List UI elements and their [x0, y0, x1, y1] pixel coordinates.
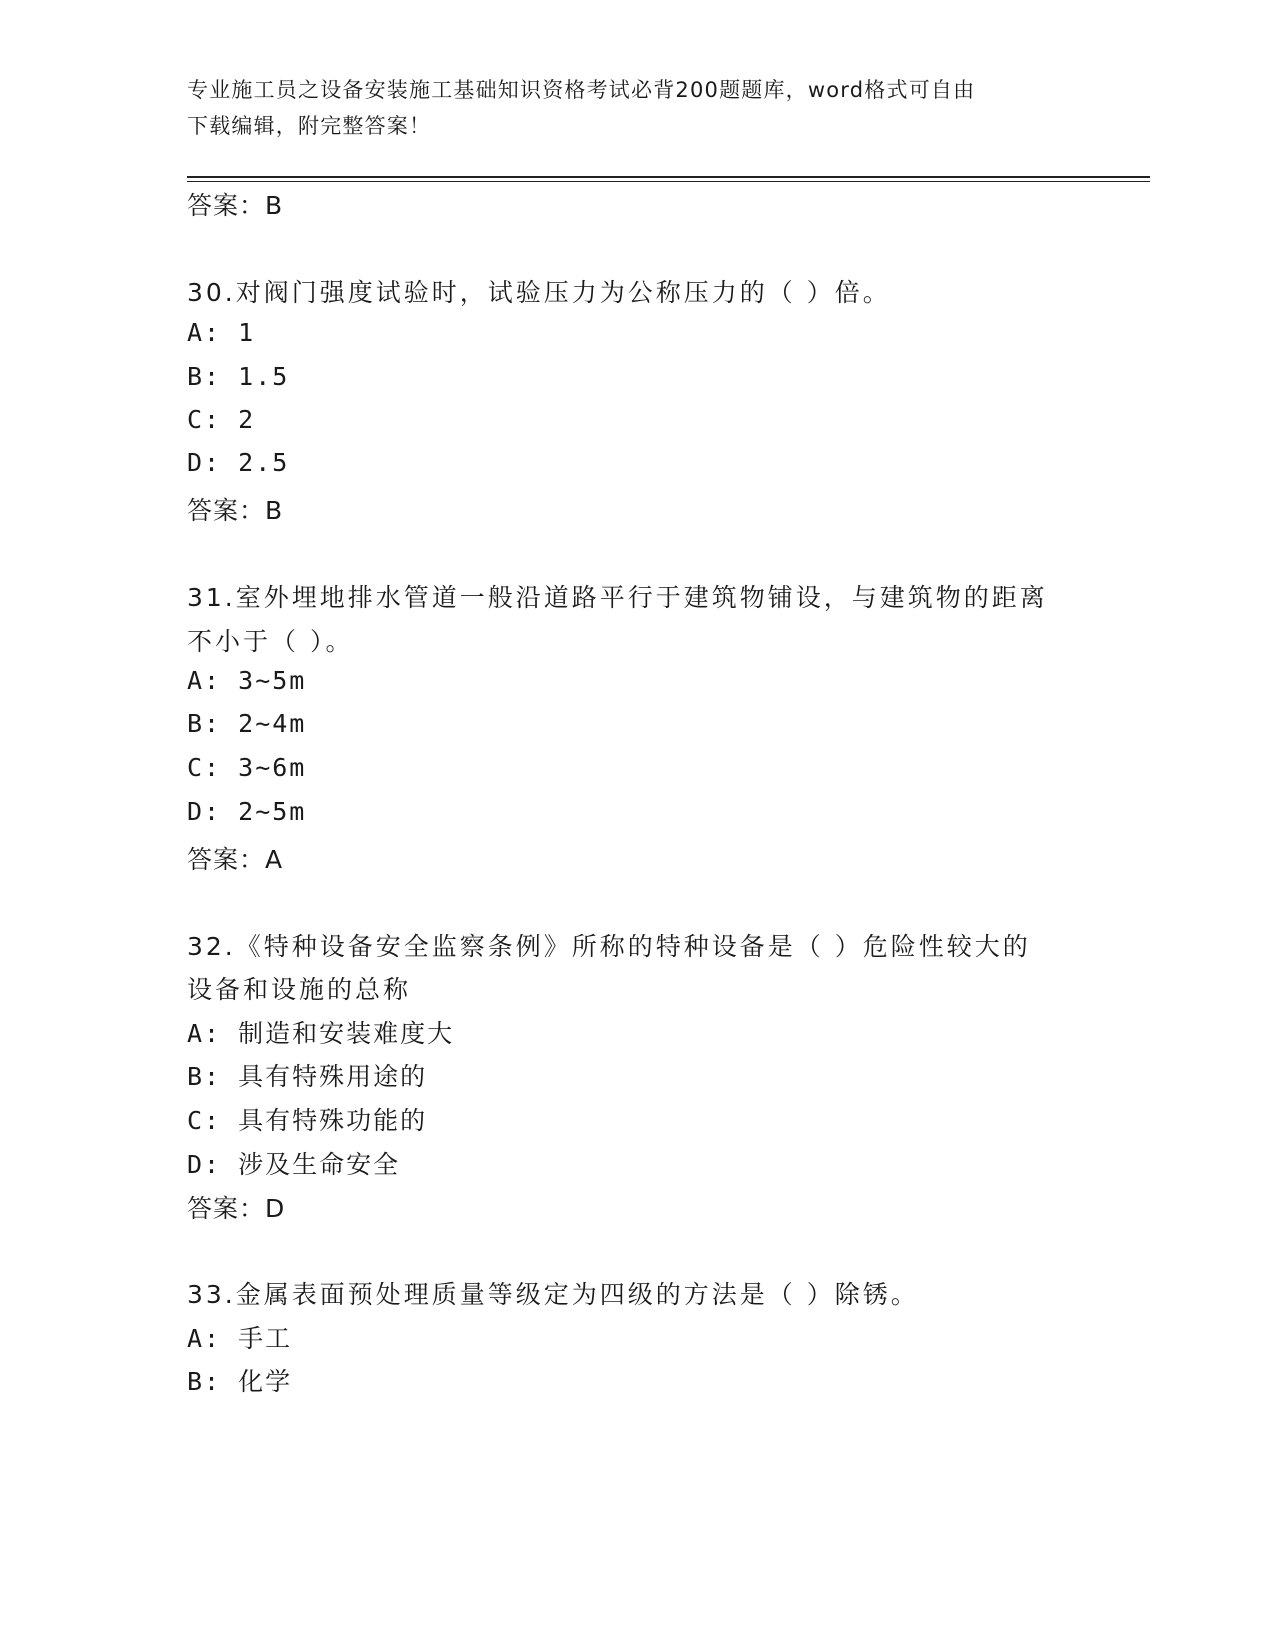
header-line-2: 下载编辑，附完整答案！ — [187, 114, 432, 138]
question-32-option-a: A: 制造和安装难度大 — [187, 1019, 455, 1048]
question-31-option-b: B: 2~4m — [187, 709, 307, 738]
question-33-stem: 33.金属表面预处理质量等级定为四级的方法是（ ）除锈。 — [187, 1280, 919, 1309]
question-30-option-b: B: 1.5 — [187, 362, 290, 391]
question-33-option-b: B: 化学 — [187, 1367, 293, 1396]
header-divider — [187, 176, 1150, 178]
question-31-option-d: D: 2~5m — [187, 797, 307, 826]
question-30-option-c: C: 2 — [187, 405, 256, 434]
question-31-option-a: A: 3~5m — [187, 666, 307, 695]
question-32-stem-line-2: 设备和设施的总称 — [187, 975, 412, 1004]
question-31-stem-line-1: 31.室外埋地排水管道一般沿道路平行于建筑物铺设，与建筑物的距离 — [187, 583, 1048, 612]
question-31-answer: 答案：A — [187, 845, 284, 874]
question-31-option-c: C: 3~6m — [187, 753, 307, 782]
prev-answer: 答案：B — [187, 191, 284, 220]
header-divider-thin — [187, 181, 1150, 182]
question-31-stem-line-2: 不小于（ ）。 — [187, 627, 354, 656]
question-32-option-d: D: 涉及生命安全 — [187, 1150, 401, 1179]
question-32-stem-line-1: 32.《特种设备安全监察条例》所称的特种设备是（ ）危险性较大的 — [187, 932, 1031, 961]
question-32-option-b: B: 具有特殊用途的 — [187, 1062, 428, 1091]
document-header — [187, 72, 1067, 144]
question-30-option-d: D: 2.5 — [187, 448, 290, 477]
question-30-stem: 30.对阀门强度试验时，试验压力为公称压力的（ ）倍。 — [187, 278, 891, 307]
header-line-1: 专业施工员之设备安装施工基础知识资格考试必背200题题库，word格式可自由 — [187, 78, 976, 102]
question-30-option-a: A: 1 — [187, 318, 256, 347]
question-30-answer: 答案：B — [187, 496, 284, 525]
question-32-answer: 答案：D — [187, 1194, 286, 1223]
question-33-option-a: A: 手工 — [187, 1324, 293, 1353]
question-32-option-c: C: 具有特殊功能的 — [187, 1106, 428, 1135]
